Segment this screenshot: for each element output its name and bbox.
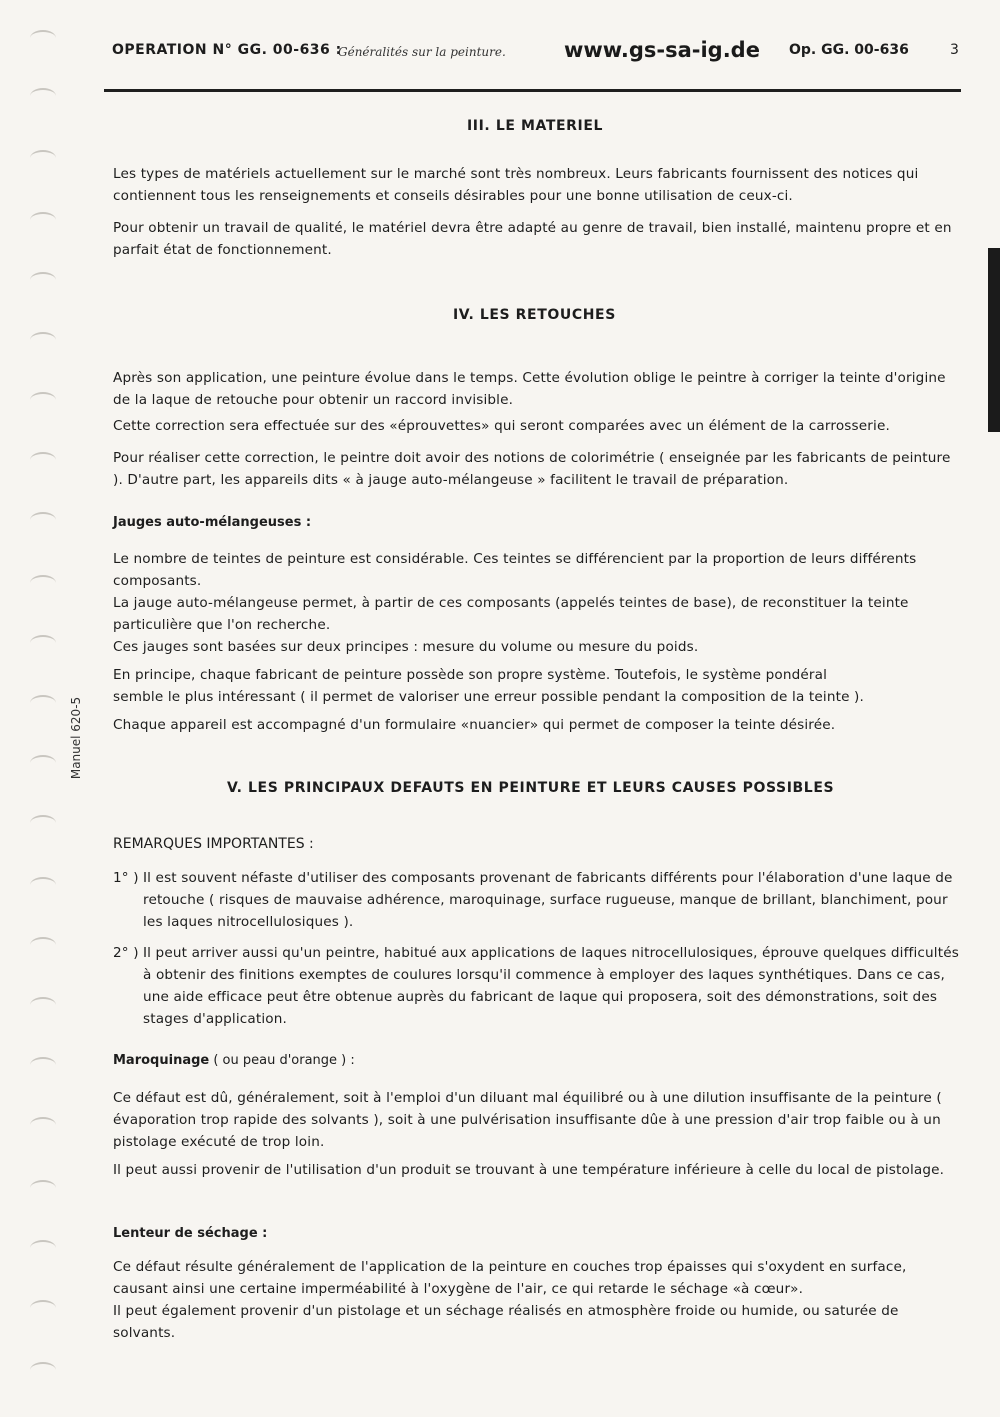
paragraph: Ce défaut est dû, généralement, soit à l'emploi d'un diluant mal équilibré ou à une dilution insuffisante de la peinture ( évaporation trop rapide des solvants ), soit à une pulvérisation insuffisante dûe à une pression d'air trop faible ou à un pistolage exécuté de trop loin. [113, 1090, 942, 1150]
remark-number: 1° ) [113, 870, 139, 886]
binder-hole [30, 1240, 56, 1256]
binder-hole [30, 30, 56, 46]
section4-paragraph [113, 415, 953, 437]
jauges-block [113, 548, 953, 658]
subheading-suffix: ( ou peau d'orange ) : [209, 1053, 355, 1068]
binder-hole [30, 1057, 56, 1073]
maroquinage-subheading [113, 1053, 355, 1068]
jauges-block [113, 714, 953, 736]
paragraph: Chaque appareil est accompagné d'un formulaire «nuancier» qui permet de composer la teinte désirée. [113, 717, 836, 733]
binder-hole [30, 150, 56, 166]
binder-hole [30, 1300, 56, 1316]
operation-reference: Op. GG. 00-636 [789, 42, 909, 58]
binder-hole [30, 997, 56, 1013]
header-subtitle: Généralités sur la peinture. [338, 45, 506, 59]
section4-paragraph [113, 367, 953, 411]
manual-side-label: Manuel 620-5 [69, 696, 83, 780]
paragraph: La jauge auto-mélangeuse permet, à partir de ces composants (appelés teintes de base), de reconstituer la teinte particulière que l'on recherche. [113, 595, 909, 633]
paragraph: Il peut aussi provenir de l'utilisation d'un produit se trouvant à une température inférieure à celle du local de pistolage. [113, 1162, 945, 1178]
paragraph: Le nombre de teintes de peinture est considérable. Ces teintes se différencient par la proportion de leurs différents composants. [113, 551, 917, 589]
page-header [112, 38, 960, 68]
website-watermark: www.gs-sa-ig.de [564, 38, 760, 62]
operation-number: OPERATION N° GG. 00-636 : [112, 42, 342, 58]
section-title-retouches: IV. LES RETOUCHES [453, 307, 616, 323]
binder-hole [30, 937, 56, 953]
remark-text: Il peut arriver aussi qu'un peintre, habitué aux applications de laques nitrocellulosiques, éprouve quelques difficultés à obtenir des finitions exemptes de coulures lorsqu'il commence à employer des laques synthétiques. Dans ce cas, une aide efficace peut être obtenue auprès du fabricant de laque qui proposera, soit des démonstrations, soit des stages d'application. [143, 945, 959, 1027]
binder-holes [0, 0, 70, 1417]
lenteur-block [113, 1256, 953, 1344]
binder-hole [30, 392, 56, 408]
binder-hole [30, 332, 56, 348]
jauges-block [113, 664, 953, 708]
subheading-text: Jauges auto-mélangeuses : [113, 515, 312, 530]
remark-number: 2° ) [113, 945, 139, 961]
binder-hole [30, 88, 56, 104]
jauges-subheading [113, 515, 311, 530]
section3-paragraph [113, 217, 953, 261]
subheading-text: Lenteur de séchage : [113, 1226, 268, 1241]
remark-item [113, 867, 963, 933]
paragraph: Les types de matériels actuellement sur le marché sont très nombreux. Leurs fabricants fournissent des notices qui contiennent tous les renseignements et conseils désirables pour une bonne utilisation de ceux-ci. [113, 166, 919, 204]
binder-hole [30, 452, 56, 468]
page-number: 3 [950, 42, 959, 58]
binder-hole [30, 877, 56, 893]
paragraph: Pour réaliser cette correction, le peintre doit avoir des notions de colorimétrie ( enseignée par les fabricants de peinture ). D'autre part, les appareils dits « à jauge auto-mélangeuse » facilitent le travail de préparation. [113, 450, 951, 488]
lenteur-subheading [113, 1226, 267, 1241]
binder-hole [30, 755, 56, 771]
binder-hole [30, 1362, 56, 1378]
section4-paragraph [113, 447, 953, 491]
maroquinage-block [113, 1159, 953, 1181]
binder-hole [30, 512, 56, 528]
paragraph: En principe, chaque fabricant de peinture possède son propre système. Toutefois, le système pondéral [113, 667, 828, 683]
binder-hole [30, 1180, 56, 1196]
subheading-text: Maroquinage [113, 1053, 210, 1068]
page-edge-tab [988, 248, 1000, 432]
binder-hole [30, 575, 56, 591]
header-rule [104, 89, 961, 92]
binder-hole [30, 635, 56, 651]
paragraph: Il peut également provenir d'un pistolage et un séchage réalisés en atmosphère froide ou humide, ou saturée de solvants. [113, 1303, 899, 1341]
remark-text: Il est souvent néfaste d'utiliser des composants provenant de fabricants différents pour l'élaboration d'une laque de retouche ( risques de mauvaise adhérence, maroquinage, surface rugueuse, manque de brillant, blanchiment, pour les laques nitrocellulosiques ). [143, 870, 953, 930]
section-title-materiel: III. LE MATERIEL [467, 118, 604, 134]
binder-hole [30, 1117, 56, 1133]
paragraph: semble le plus intéressant ( il permet de valoriser une erreur possible pendant la composition de la teinte ). [113, 689, 864, 705]
binder-hole [30, 272, 56, 288]
remark-item [113, 942, 963, 1030]
remarques-heading: REMARQUES IMPORTANTES : [113, 836, 314, 852]
binder-hole [30, 212, 56, 228]
section3-paragraph [113, 163, 953, 207]
binder-hole [30, 695, 56, 711]
paragraph: Ce défaut résulte généralement de l'application de la peinture en couches trop épaisses qui s'oxydent en surface, causant ainsi une certaine imperméabilité à l'oxygène de l'air, ce qui retarde le séchage «à cœur». [113, 1259, 907, 1297]
paragraph: Ces jauges sont basées sur deux principes : mesure du volume ou mesure du poids. [113, 639, 699, 655]
paragraph: Après son application, une peinture évolue dans le temps. Cette évolution oblige le peintre à corriger la teinte d'origine de la laque de retouche pour obtenir un raccord invisible. [113, 370, 946, 408]
maroquinage-block [113, 1087, 953, 1153]
binder-hole [30, 815, 56, 831]
section-title-defauts: V. LES PRINCIPAUX DEFAUTS EN PEINTURE ET LEURS CAUSES POSSIBLES [227, 780, 835, 796]
paragraph: Cette correction sera effectuée sur des «éprouvettes» qui seront comparées avec un élément de la carrosserie. [113, 418, 890, 434]
paragraph: Pour obtenir un travail de qualité, le matériel devra être adapté au genre de travail, bien installé, maintenu propre et en parfait état de fonctionnement. [113, 220, 952, 258]
